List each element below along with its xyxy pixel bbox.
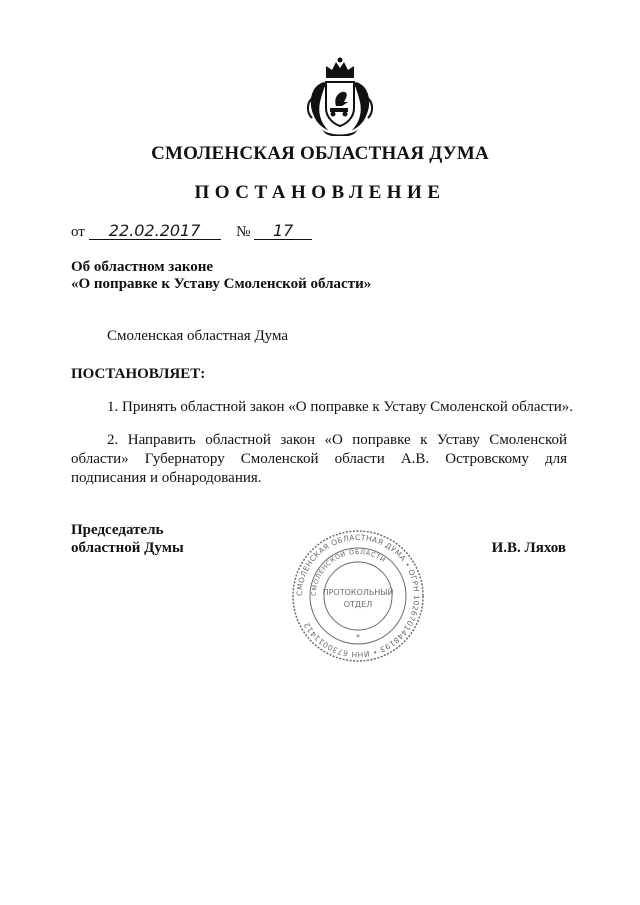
resolution-item-1: 1. Принять областной закон «О поправке к Уставу Смоленской области». (107, 399, 573, 415)
resolves-heading: ПОСТАНОВЛЯЕТ: (71, 366, 206, 382)
organization-title: СМОЛЕНСКАЯ ОБЛАСТНАЯ ДУМА (151, 143, 489, 164)
subject-paragraph: Смоленская областная Дума (107, 328, 289, 344)
signatory-name: И.В. Ляхов (491, 540, 566, 556)
signatory-position-line-1: Председатель (71, 522, 164, 538)
resolution-item-2: 2. Направить областной закон «О поправке к Уставу Смоленской области» Губернатору Смоленской области А.В. Островскому для подписания и обнародования. (71, 432, 567, 486)
number-value: 17 (254, 222, 312, 240)
stamp-center-line-1: ПРОТОКОЛЬНЫЙ (322, 588, 394, 597)
stamp-center-line-2: ОТДЕЛ (343, 600, 373, 609)
coat-of-arms-icon (302, 56, 378, 136)
document-type: ПОСТАНОВЛЕНИЕ (194, 182, 446, 203)
official-stamp-icon (290, 528, 426, 664)
number-label: № (236, 224, 251, 240)
date-from-label: от (71, 224, 85, 240)
date-value: 22.02.2017 (89, 222, 221, 240)
stamp-ring-text: СМОЛЕНСКАЯ ОБЛАСТНАЯ ДУМА • ОГРН 1026701448193 • ИНН 6730011412 (294, 532, 422, 660)
svg-text:*: * (356, 633, 360, 642)
document-title-line-2: «О поправке к Уставу Смоленской области» (71, 276, 372, 292)
document-title-line-1: Об областном законе (71, 259, 214, 275)
stamp-inner-text: СМОЛЕНСКОЙ ОБЛАСТИ (309, 547, 388, 597)
date-number-line (71, 222, 312, 241)
signatory-position-line-2: областной Думы (71, 540, 184, 556)
